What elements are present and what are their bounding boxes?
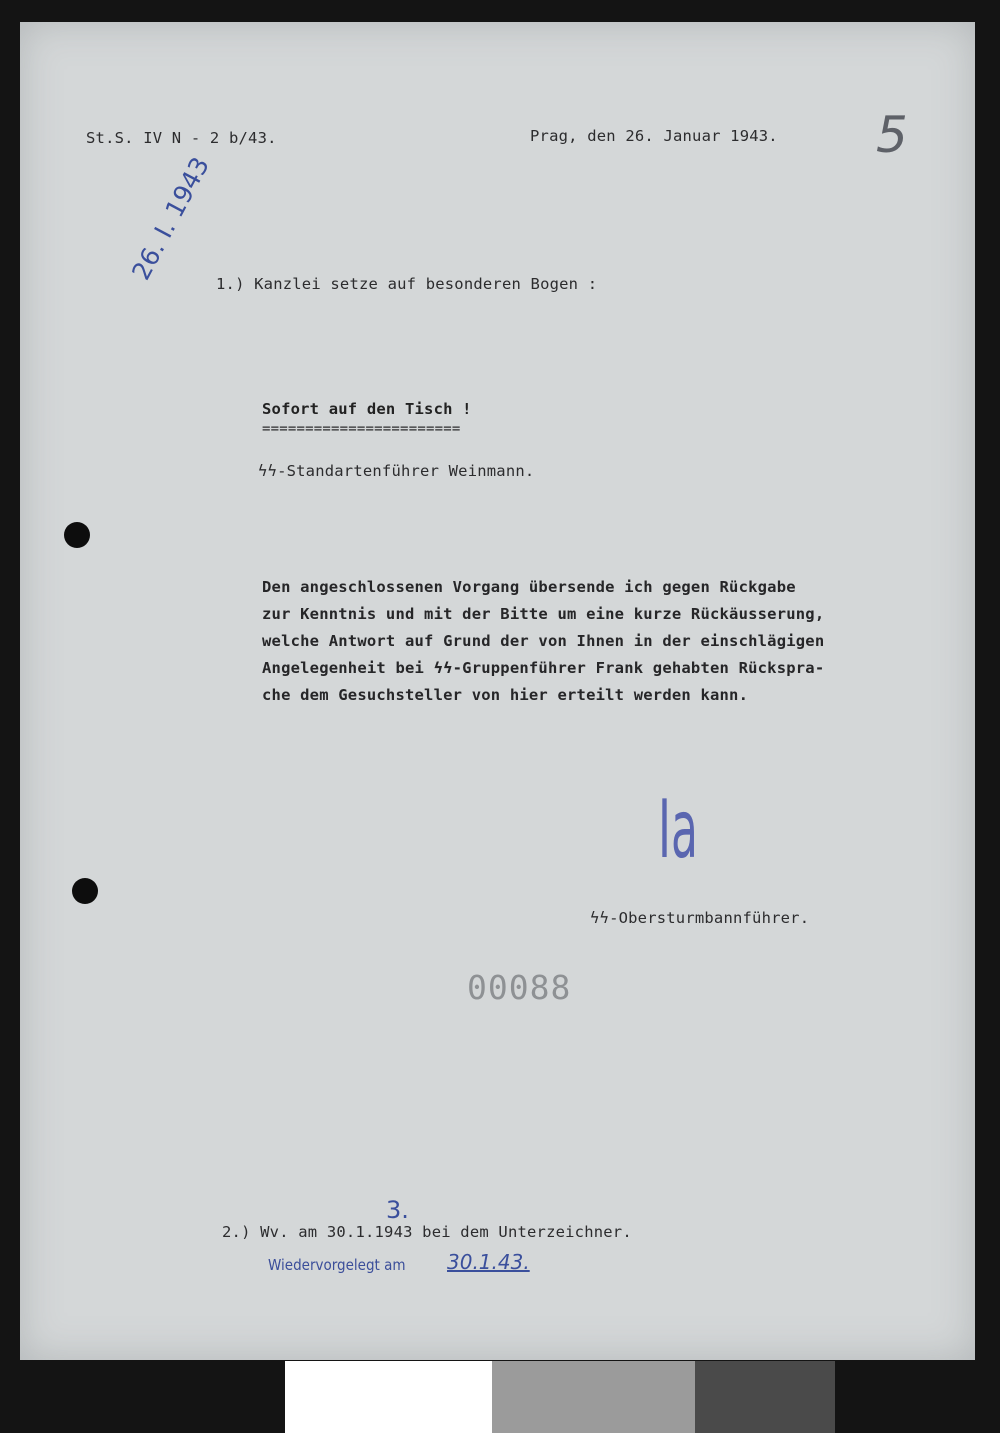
body-line: Den angeschlossenen Vorgang übersende ich gegen Rückgabe — [262, 578, 796, 596]
place-date: Prag, den 26. Januar 1943. — [530, 127, 778, 145]
body-line: zur Kenntnis und mit der Bitte um eine kurze Rückäusserung, — [262, 605, 825, 623]
item-2-resubmission: 2.) Wv. am 30.1.1943 bei dem Unterzeichner. — [222, 1223, 632, 1241]
received-date-stamp: 26. I. 1943 — [126, 152, 216, 285]
punch-hole-bottom — [72, 878, 98, 904]
grey-scale-white — [285, 1361, 492, 1433]
handwritten-month-correction: 3. — [386, 1196, 409, 1224]
body-line: welche Antwort auf Grund der von Ihnen in der einschlägigen — [262, 632, 825, 650]
punch-hole-top — [64, 522, 90, 548]
body-line: Angelegenheit bei ϟϟ-Gruppenführer Frank gehabten Rückspra- — [262, 659, 825, 677]
grey-scale-grey — [492, 1361, 695, 1433]
grey-scale-dark — [695, 1361, 835, 1433]
urgent-heading: Sofort auf den Tisch ! — [262, 400, 472, 418]
heading-underline: ======================= — [262, 421, 461, 437]
resubmission-stamp: Wiedervorgelegt am — [268, 1256, 406, 1274]
signatory-title: ϟϟ-Obersturmbannführer. — [590, 909, 810, 927]
archive-number-stamp: 88000 — [466, 968, 571, 1007]
reference-number: St.S. IV N - 2 b/43. — [86, 129, 277, 147]
margin-page-number: 5 — [876, 106, 908, 164]
recipient-line: ϟϟ-Standartenführer Weinmann. — [258, 462, 535, 480]
resubmission-date: 30.1.43. — [447, 1250, 530, 1274]
letter-body — [262, 574, 824, 709]
body-line: che dem Gesuchsteller von hier erteilt werden kann. — [262, 686, 749, 704]
handwritten-initials: Ia — [658, 783, 698, 876]
item-1-instruction: 1.) Kanzlei setze auf besonderen Bogen : — [216, 275, 598, 293]
